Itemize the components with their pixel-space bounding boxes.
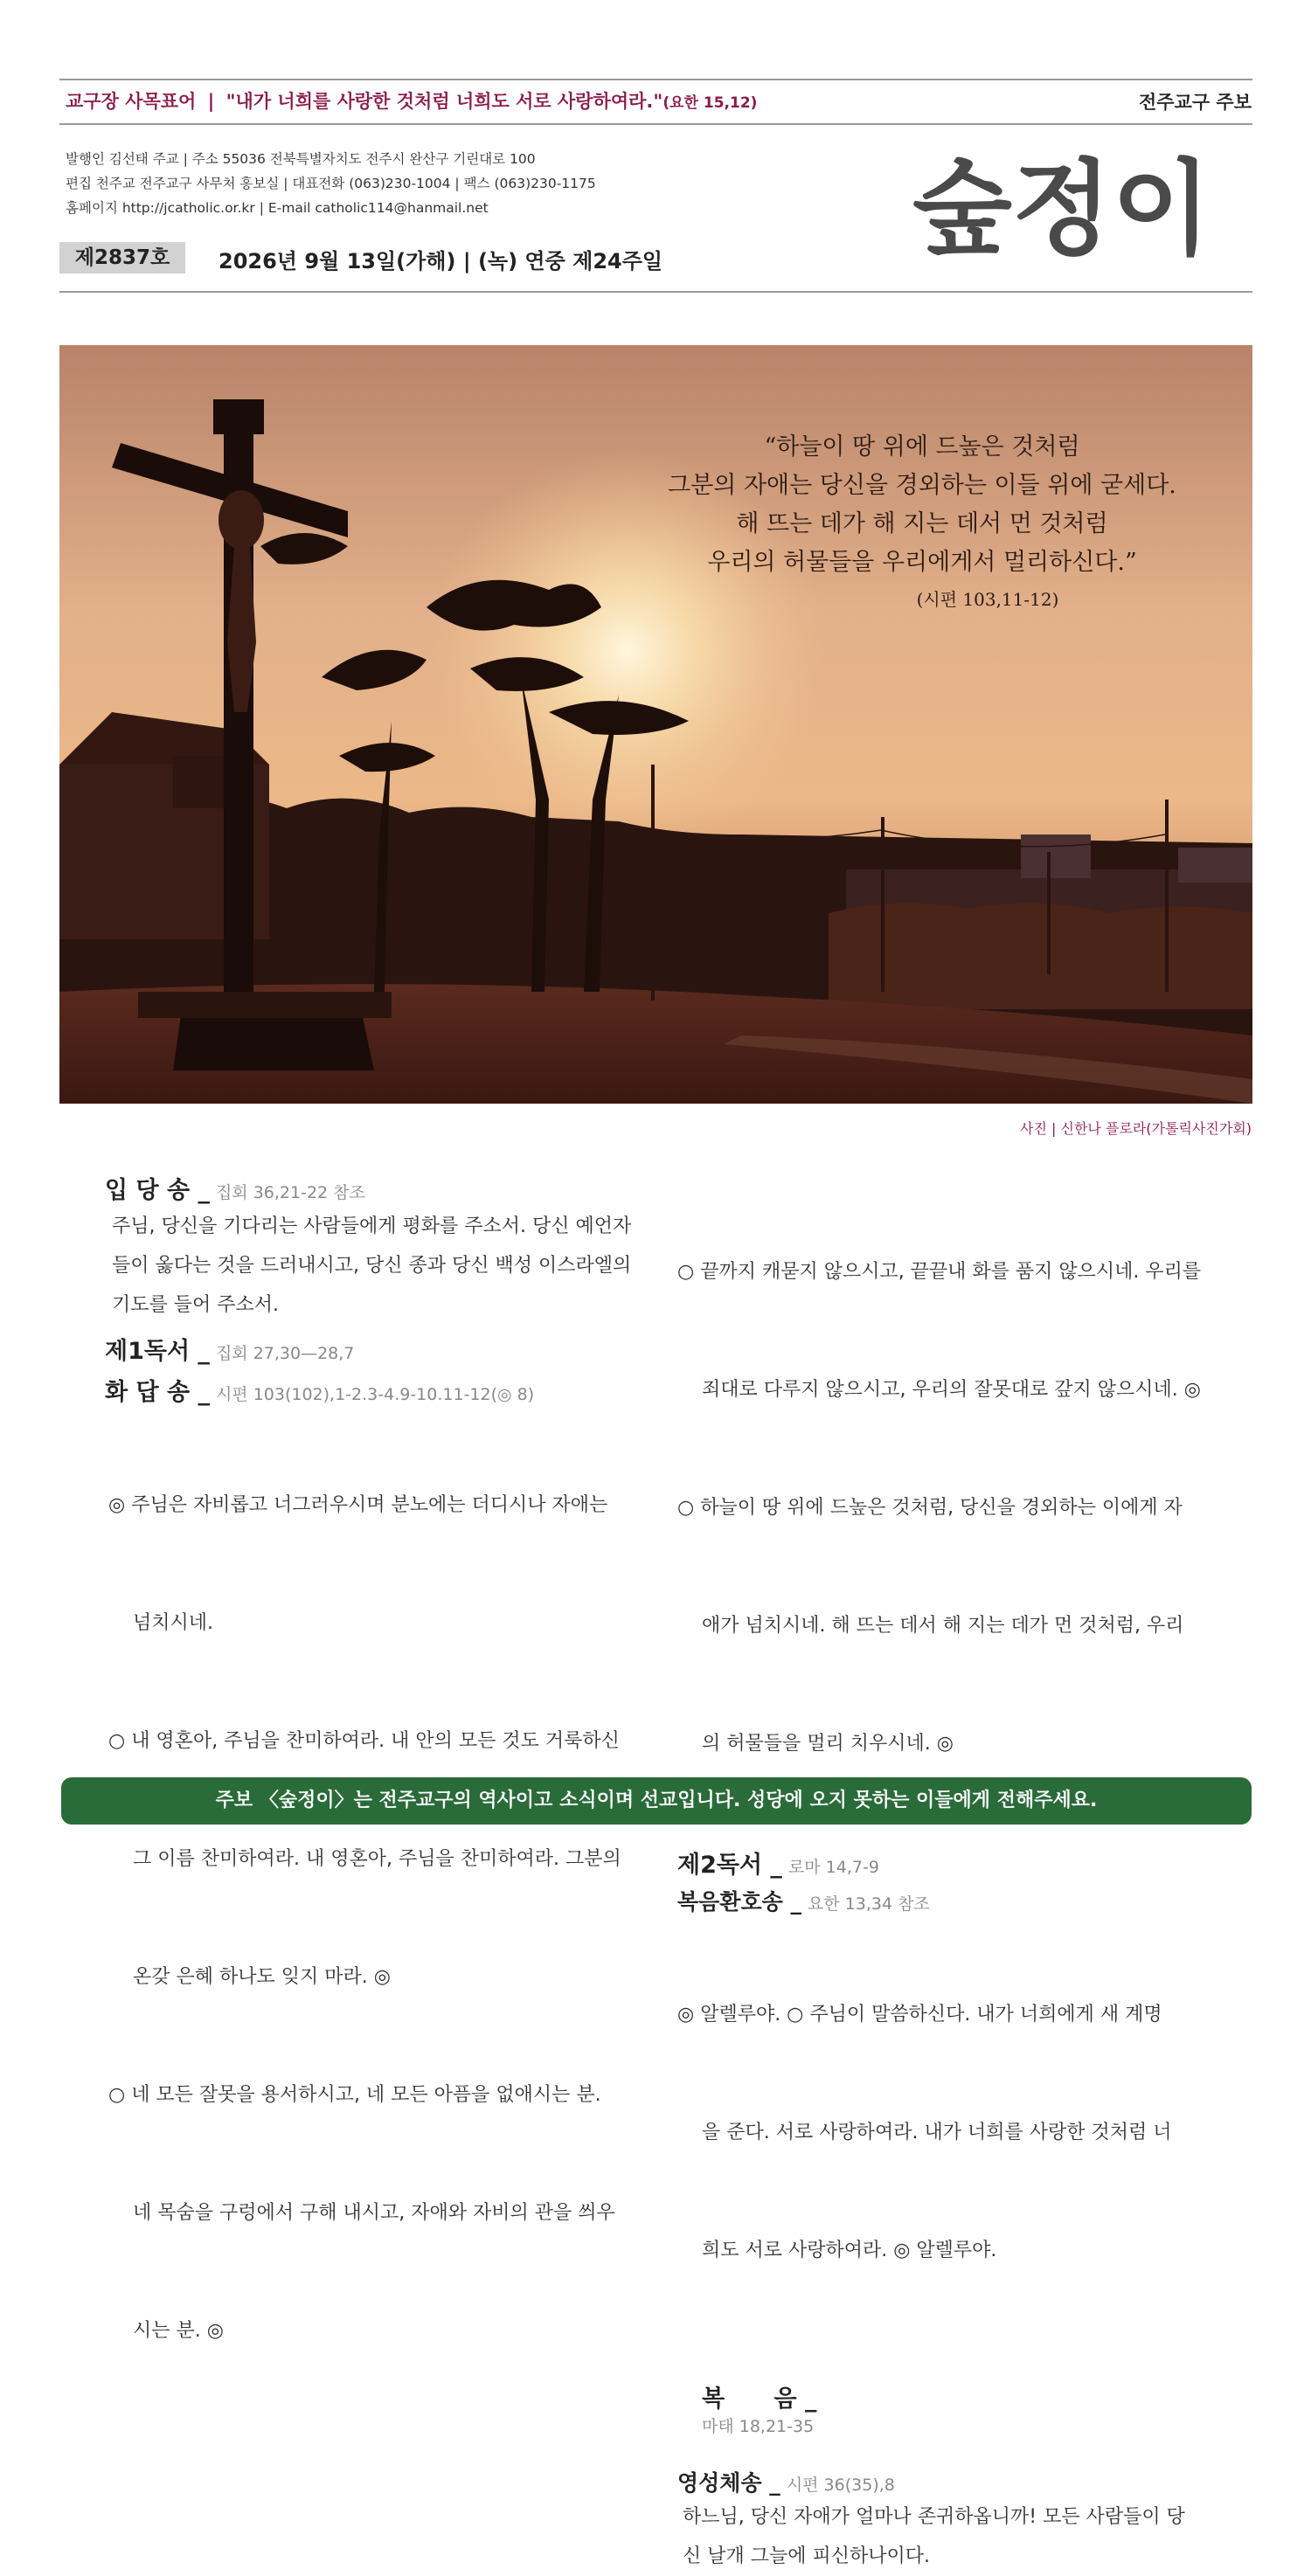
quote-line: “하늘이 땅 위에 드높은 것처럼	[764, 433, 1080, 460]
alleluia-reference: 요한 13,34 참조	[807, 1894, 930, 1914]
psalm-continuation	[677, 1174, 1237, 1842]
text-line: 기도를 들어 주소서.	[112, 1294, 279, 1316]
publisher-line: 발행인 김선태 주교 | 주소 55036 전북특별자치도 전주시 완산구 기린대로 100	[66, 151, 536, 167]
web-line: 홈페이지 http://jcatholic.or.kr | E-mail catholic114@hanmail.net	[66, 200, 489, 216]
text-line: 희도 서로 사랑하여라. ◎ 알렐루야.	[677, 2240, 997, 2261]
psalm-heading	[105, 1373, 647, 1407]
text-line: 네 목숨을 구렁에서 구해 내시고, 자애와 자비의 관을 씌우	[108, 2202, 615, 2224]
entrance-title: 입 당 송 _	[105, 1177, 210, 1204]
communion-heading	[677, 2466, 1237, 2497]
reading1-title: 제1독서 _	[105, 1338, 210, 1365]
header-rule	[59, 123, 1252, 125]
quote-line: 해 뜨는 데가 해 지는 데서 먼 것처럼	[736, 510, 1108, 537]
reading1-reference: 집회 27,30—28,7	[215, 1344, 355, 1363]
text-line: ○ 네 모든 잘못을 용서하시고, 네 모든 아픔을 없애시는 분.	[108, 2084, 601, 2106]
text-line: ○ 내 영혼아, 주님을 찬미하여라. 내 안의 모든 것도 거룩하신	[108, 1730, 620, 1752]
quote-line: 그분의 자애는 당신을 경외하는 이들 위에 굳세다.	[668, 472, 1176, 499]
text-line: ○ 하늘이 땅 위에 드높은 것처럼, 당신을 경외하는 이에게 자	[677, 1497, 1183, 1519]
alleluia-title: 복음환호송 _	[677, 1889, 801, 1915]
gospel-heading	[677, 2358, 1237, 2459]
text-line: 주님, 당신을 기다리는 사람들에게 평화를 주소서. 당신 예언자	[112, 1215, 632, 1237]
psalm-text	[108, 1407, 647, 2429]
reading2-title: 제2독서 _	[677, 1852, 782, 1879]
text-line: 애가 넘치시네. 해 뜨는 데서 해 지는 데가 먼 것처럼, 우리	[677, 1615, 1184, 1637]
psalm-title: 화 답 송 _	[105, 1379, 210, 1406]
second-reading-heading	[677, 1845, 1237, 1880]
issue-rule	[59, 291, 1252, 293]
communion-text	[683, 2497, 1237, 2576]
first-reading-heading	[105, 1332, 647, 1366]
text-line: 온갖 은혜 하나도 잊지 마라. ◎	[108, 1966, 391, 1988]
text-line: 넘치시네.	[108, 1612, 213, 1634]
motto-label: 교구장 사목표어	[66, 91, 197, 112]
issue-date: 2026년 9월 13일(가해) | (녹) 연중 제24주일	[218, 249, 663, 274]
reading2-reference: 로마 14,7-9	[787, 1858, 879, 1877]
editor-line: 편집 천주교 전주교구 사무처 홍보실 | 대표전화 (063)230-1004 | 팩스 (063)230-1175	[66, 176, 596, 191]
communion-reference: 시편 36(35),8	[786, 2476, 895, 2495]
right-column	[677, 1174, 1237, 2576]
psalm-quote	[594, 428, 1250, 617]
motto-reference: (요한 15,12)	[662, 94, 758, 112]
alleluia-heading	[677, 1885, 1237, 1916]
entrance-reference: 집회 36,21-22 참조	[215, 1183, 365, 1202]
text-line: 죄대로 다루지 않으시고, 우리의 잘못대로 갚지 않으시네. ◎	[677, 1379, 1201, 1401]
motto-separator: |	[207, 91, 215, 112]
motto-text: "내가 너희를 사랑한 것처럼 너희도 서로 사랑하여라."	[225, 91, 663, 112]
communion-title: 영성체송 _	[677, 2470, 780, 2496]
text-line: 신 날개 그늘에 피신하나이다.	[683, 2545, 930, 2567]
text-line: 시는 분. ◎	[108, 2320, 224, 2342]
top-rule	[59, 79, 1252, 80]
psalm-reference: 시편 103(102),1-2.3-4.9-10.11-12(◎ 8)	[215, 1385, 535, 1404]
text-line: 의 허물들을 멀리 치우시네. ◎	[677, 1733, 954, 1755]
alleluia-text	[677, 1916, 1237, 2349]
quote-reference: (시편 103,11-12)	[916, 589, 1059, 610]
text-line: ○ 끝까지 캐묻지 않으시고, 끝끝내 화를 품지 않으시네. 우리를	[677, 1261, 1202, 1283]
gospel-title: 복 음 _	[701, 2386, 817, 2413]
text-line: 그 이름 찬미하여라. 내 영혼아, 주님을 찬미하여라. 그분의	[108, 1848, 621, 1870]
text-line: 을 준다. 서로 사랑하여라. 내가 너희를 사랑한 것처럼 너	[677, 2122, 1172, 2143]
pastoral-motto	[66, 87, 757, 114]
entrance-text	[112, 1207, 647, 1325]
text-line: ◎ 주님은 자비롭고 너그러우시며 분노에는 더디시나 자애는	[108, 1494, 608, 1516]
text-line: 하느님, 당신 자애가 얼마나 존귀하옵니까! 모든 사람들이 당	[683, 2506, 1185, 2528]
text-line: 들이 옳다는 것을 드러내시고, 당신 종과 당신 백성 이스라엘의	[112, 1255, 632, 1277]
logo-text: 숲정이	[912, 148, 1211, 269]
issue-number: 제2837호	[59, 242, 185, 274]
bulletin-name: 전주교구 주보	[1138, 92, 1252, 113]
gospel-reference: 마태 18,21-35	[701, 2417, 815, 2436]
sooopjeongi-logo	[887, 147, 1237, 269]
quote-line: 우리의 허물들을 우리에게서 멀리하신다.”	[707, 549, 1137, 576]
photo-credit: 사진 | 신한나 플로라(가톨릭사진가회)	[1020, 1120, 1252, 1137]
text-line: ◎ 알렐루야. ○ 주님이 말씀하신다. 내가 너희에게 새 계명	[677, 2004, 1162, 2025]
footer-banner: 주보 〈숲정이〉는 전주교구의 역사이고 소식이며 선교입니다. 성당에 오지 못하는 이들에게 전해주세요.	[61, 1777, 1252, 1825]
entrance-antiphon-heading	[105, 1171, 647, 1205]
